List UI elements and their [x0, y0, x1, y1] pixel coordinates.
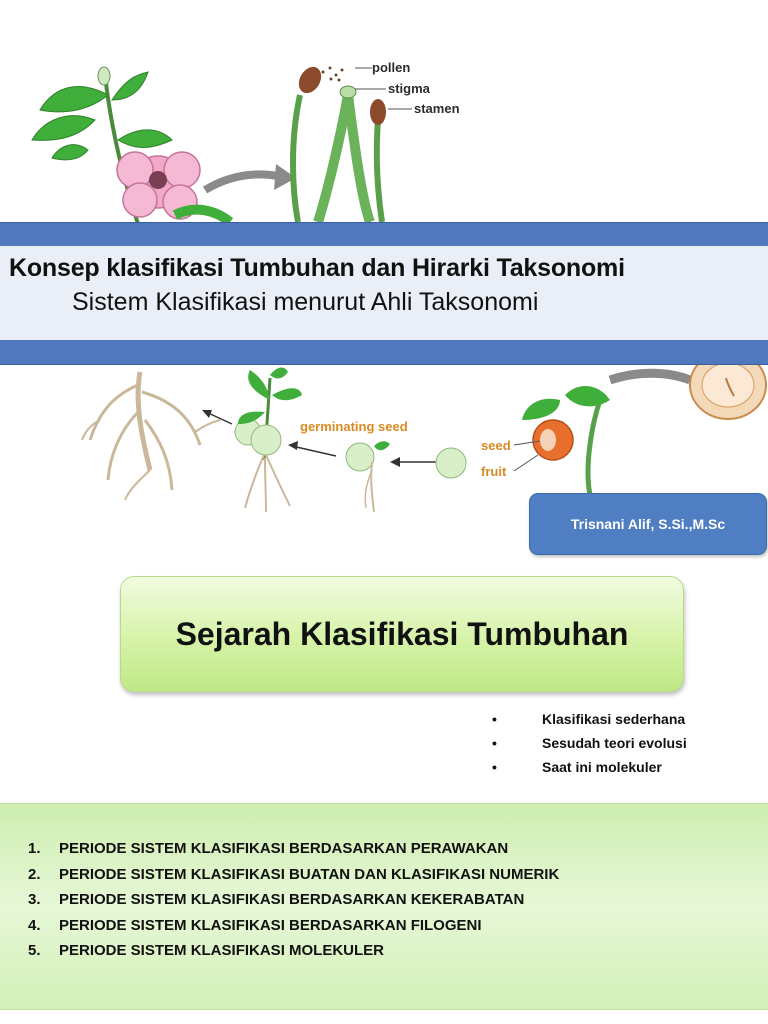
- flowering-plant-image: [32, 67, 230, 230]
- fruit-image: [522, 373, 690, 495]
- period-number: 4.: [28, 916, 41, 934]
- period-list: [28, 840, 559, 968]
- label-pollen: pollen: [372, 60, 411, 75]
- period-text: PERIODE SISTEM KLASIFIKASI BERDASARKAN KEKERABATAN: [59, 891, 525, 908]
- period-text: PERIODE SISTEM KLASIFIKASI MOLEKULER: [59, 942, 385, 959]
- title-banner: [0, 222, 768, 364]
- list-item: [492, 757, 687, 781]
- period-number: 1.: [28, 840, 41, 857]
- banner-bottom-band: [0, 340, 768, 365]
- history-bullet-list: [492, 709, 687, 781]
- list-item: [28, 866, 559, 892]
- list-item: [28, 840, 559, 866]
- period-text: PERIODE SISTEM KLASIFIKASI BUATAN DAN KLASIFIKASI NUMERIK: [59, 865, 560, 883]
- seed-image: [436, 448, 466, 478]
- list-item: [492, 709, 687, 733]
- germinating-seed-image: [346, 441, 390, 512]
- periods-panel: [0, 803, 768, 1010]
- period-text: PERIODE SISTEM KLASIFIKASI BERDASARKAN PERAWAKAN: [59, 840, 509, 857]
- label-fruit: fruit: [481, 464, 507, 479]
- page-subtitle: Sistem Klasifikasi menurut Ahli Taksonomi: [72, 288, 539, 316]
- period-text: PERIODE SISTEM KLASIFIKASI BERDASARKAN FILOGENI: [59, 916, 482, 934]
- section-title: Sejarah Klasifikasi Tumbuhan: [175, 615, 629, 652]
- list-item: [28, 891, 559, 917]
- bullet-text: Saat ini molekuler: [542, 759, 662, 775]
- bullet-text: Klasifikasi sederhana: [542, 711, 686, 727]
- mature-roots-image: [82, 372, 220, 500]
- young-plant-image: [235, 367, 302, 512]
- bullet-text: Sesudah teori evolusi: [542, 735, 687, 751]
- list-item: [28, 917, 559, 943]
- period-number: 2.: [28, 865, 41, 883]
- bullet-marker: •: [492, 735, 497, 751]
- label-stigma: stigma: [388, 81, 430, 96]
- flower-parts-image: [293, 60, 460, 222]
- label-seed: seed: [481, 438, 511, 453]
- list-item: [28, 942, 559, 968]
- banner-top-band: [0, 222, 768, 247]
- label-germinating-seed: germinating seed: [300, 419, 408, 434]
- label-stamen: stamen: [414, 101, 460, 116]
- page-title: Konsep klasifikasi Tumbuhan dan Hirarki Taksonomi: [9, 254, 625, 282]
- period-number: 5.: [28, 942, 41, 959]
- list-item: [492, 733, 687, 757]
- arrow-flower-to-parts: [205, 174, 278, 190]
- author-box: [529, 493, 767, 555]
- bullet-marker: •: [492, 759, 497, 775]
- author-name: Trisnani Alif, S.Si.,M.Sc: [570, 516, 726, 532]
- bullet-marker: •: [492, 711, 497, 727]
- section-heading-box: [120, 576, 684, 692]
- period-number: 3.: [28, 891, 41, 908]
